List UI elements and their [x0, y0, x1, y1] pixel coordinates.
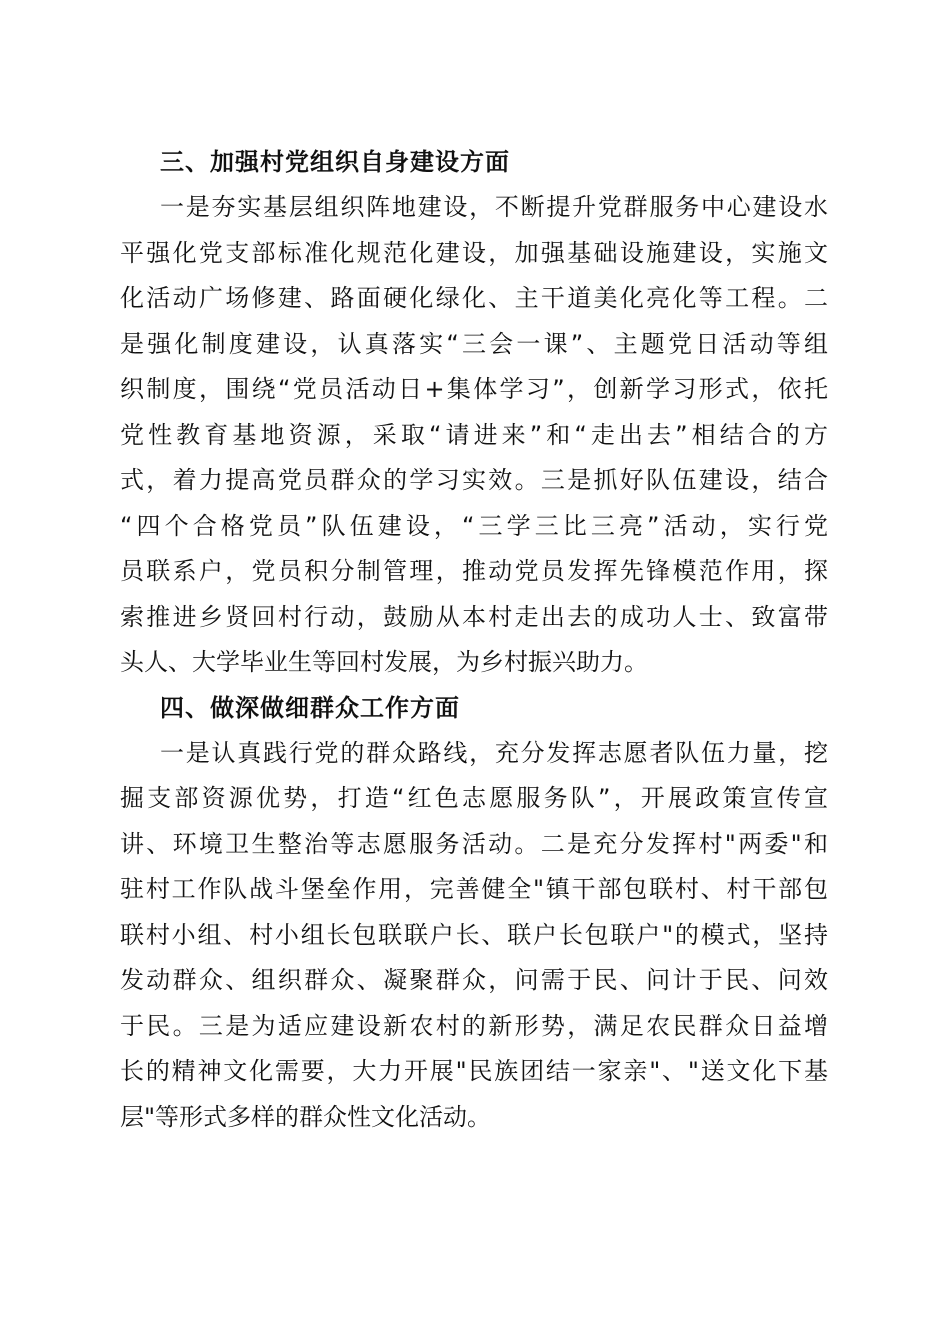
document-page: [120, 140, 828, 1140]
paragraph-line: 党性教育基地资源，采取“请进来”和“走出去”相结合的方: [120, 420, 828, 449]
paragraph-line: 织制度，围绕“党员活动日+集体学习”，创新学习形式，依托: [120, 375, 828, 403]
paragraph-line: 驻村工作队战斗堡垒作用，完善健全"镇干部包联村、村干部包: [120, 875, 828, 903]
section-heading-3: 三、加强村党组织自身建设方面: [160, 148, 510, 176]
paragraph-line: 是强化制度建设，认真落实“三会一课”、主题党日活动等组: [120, 329, 828, 358]
paragraph-line: 掘支部资源优势，打造“红色志愿服务队”，开展政策宣传宣: [120, 784, 828, 812]
paragraph-line: 员联系户，党员积分制管理，推动党员发挥先锋模范作用，探: [120, 557, 828, 585]
paragraph-line: 发动群众、组织群众、凝聚群众，问需于民、问计于民、问效: [120, 966, 828, 994]
paragraph-line: 联村小组、村小组长包联联户长、联户长包联户"的模式，坚持: [120, 920, 828, 949]
paragraph-line: 一是夯实基层组织阵地建设，不断提升党群服务中心建设水: [160, 193, 828, 221]
section-heading-4: 四、做深做细群众工作方面: [160, 693, 460, 722]
paragraph-line: 层"等形式多样的群众性文化活动。: [120, 1102, 492, 1131]
paragraph-line: 长的精神文化需要，大力开展"民族团结一家亲"、"送文化下基: [120, 1057, 828, 1085]
paragraph-line: 平强化党支部标准化规范化建设，加强基础设施建设，实施文: [120, 238, 828, 267]
paragraph-line: 一是认真践行党的群众路线，充分发挥志愿者队伍力量，挖: [160, 738, 828, 767]
paragraph-line: “四个合格党员”队伍建设，“三学三比三亮”活动，实行党: [120, 511, 828, 540]
paragraph-line: 索推进乡贤回村行动，鼓励从本村走出去的成功人士、致富带: [120, 602, 828, 631]
paragraph-line: 式，着力提高党员群众的学习实效。三是抓好队伍建设，结合: [120, 466, 828, 494]
paragraph-line: 化活动广场修建、路面硬化绿化、主干道美化亮化等工程。二: [120, 284, 828, 312]
paragraph-line: 于民。三是为适应建设新农村的新形势，满足农民群众日益增: [120, 1011, 828, 1040]
paragraph-line: 讲、环境卫生整治等志愿服务活动。二是充分发挥村"两委"和: [120, 829, 828, 858]
paragraph-line: 头人、大学毕业生等回村发展，为乡村振兴助力。: [120, 648, 648, 676]
